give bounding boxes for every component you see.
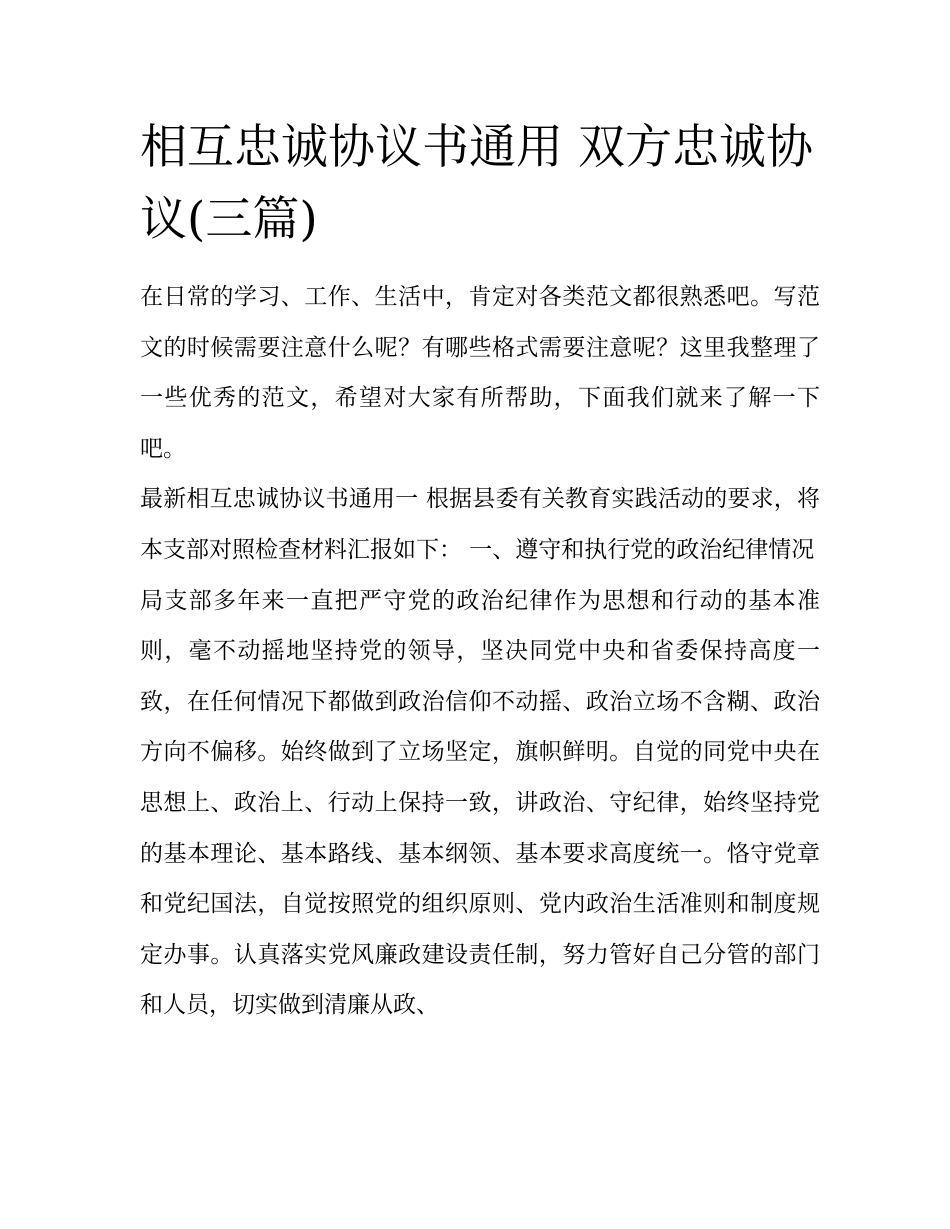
body-paragraph: 局支部多年来一直把严守党的政治纪律作为思想和行动的基本准则，毫不动摇地坚持党的领导，坚决同党中央和省委保持高度一致，在任何情况下都做到政治信仰不动摇、政治立场不含糊、政治方向不偏移。始终做到了立场坚定，旗帜鲜明。自觉的同党中央在思想上、政治上、行动上保持一致，讲政治、守纪律，始终坚持党的基本理论、基本路线、基本纲领、基本要求高度统一。恪守党章和党纪国法，自觉按照党的组织原则、党内政治生活准则和制度规定办事。认真落实党风廉政建设责任制，努力管好自己分管的部门和人员，切实做到清廉从政、 <box>140 587 820 1019</box>
document-body <box>140 112 820 1031</box>
section-intro-paragraph: 最新相互忠诚协议书通用一 根据县委有关教育实践活动的要求，将本支部对照检查材料汇报如下： 一、遵守和执行党的政治纪律情况 <box>140 486 820 563</box>
intro-paragraph: 在日常的学习、工作、生活中，肯定对各类范文都很熟悉吧。写范文的时候需要注意什么呢？有哪些格式需要注意呢？这里我整理了一些优秀的范文，希望对大家有所帮助，下面我们就来了解一下吧。 <box>140 284 820 462</box>
document-title: 相互忠诚协议书通用 双方忠诚协议(三篇) <box>140 120 813 247</box>
